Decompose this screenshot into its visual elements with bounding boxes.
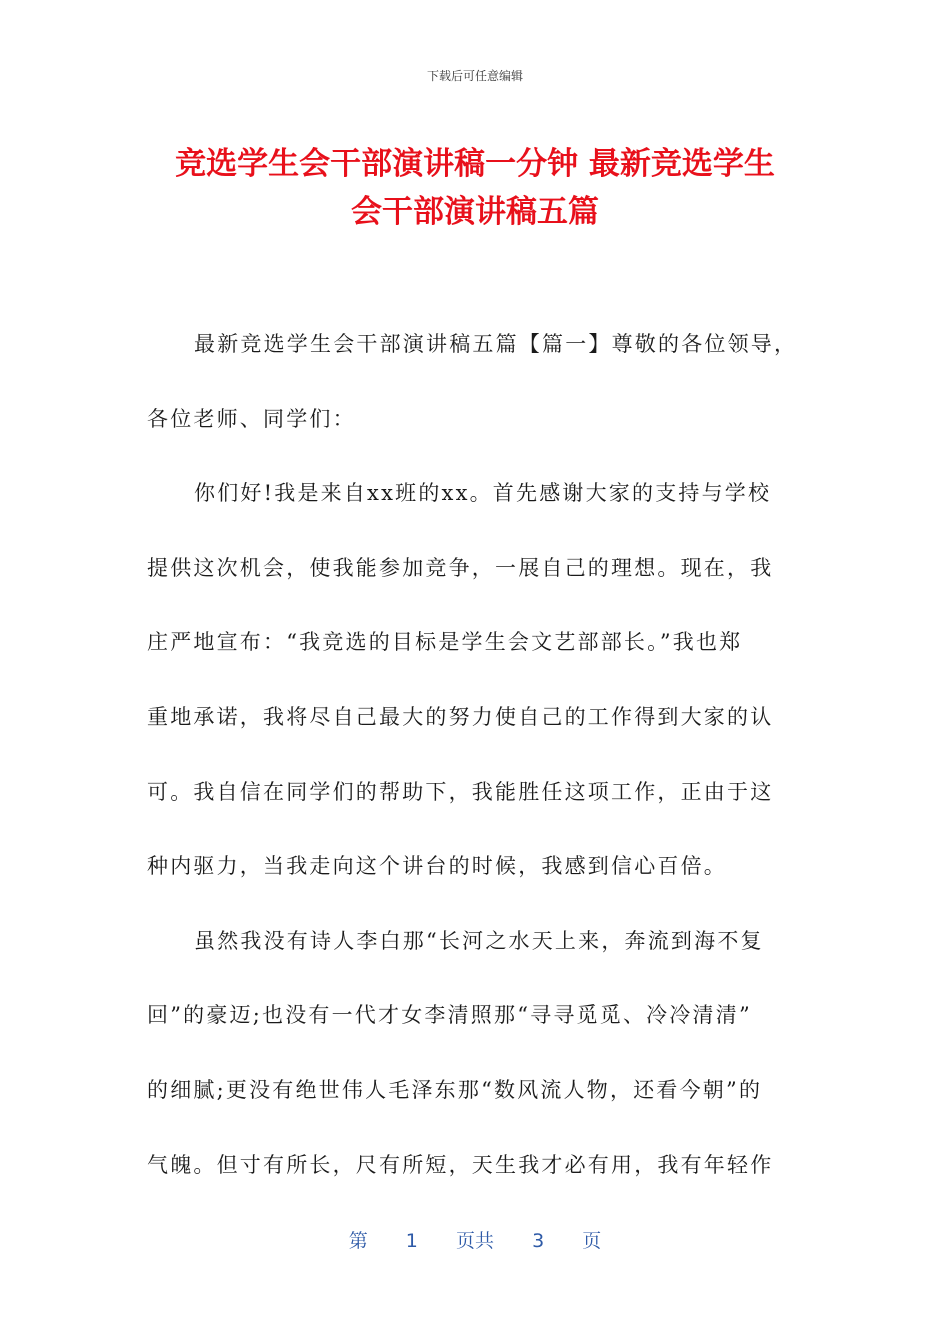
page-label-prefix: 第 — [348, 1230, 368, 1252]
title-line-2: 会干部演讲稿五篇 — [351, 194, 599, 230]
page-label-suffix: 页 — [582, 1230, 602, 1252]
page-footer — [0, 1226, 950, 1253]
body-line-4: 提供这次机会，使我能参加竞争，一展自己的理想。现在，我 — [147, 555, 774, 580]
header-note: 下载后可任意编辑 — [426, 69, 523, 83]
body-line-6: 重地承诺，我将尽自己最大的努力使自己的工作得到大家的认 — [147, 704, 774, 729]
page-total: 3 — [532, 1230, 545, 1252]
document-body — [147, 322, 807, 1217]
body-line-11: 的细腻;更没有绝世伟人毛泽东那“数风流人物，还看今朝”的 — [147, 1077, 763, 1102]
page-label-middle: 页共 — [455, 1230, 494, 1252]
body-line-5: 庄严地宣布：“我竞选的目标是学生会文艺部部长。”我也郑 — [147, 630, 743, 655]
body-line-9: 虽然我没有诗人李白那“长河之水天上来，奔流到海不复 — [194, 928, 764, 953]
body-line-12: 气魄。但寸有所长，尺有所短，天生我才必有用，我有年轻作 — [147, 1152, 774, 1177]
body-line-7: 可。我自信在同学们的帮助下，我能胜任这项工作，正由于这 — [147, 779, 774, 804]
body-line-3: 你们好!我是来自xx班的xx。首先感谢大家的支持与学校 — [194, 481, 772, 506]
document-title — [100, 140, 850, 236]
body-line-10: 回”的豪迈;也没有一代才女李清照那“寻寻觅觅、冷冷清清” — [147, 1003, 752, 1028]
page-number: 1 — [405, 1230, 418, 1252]
title-line-1: 竞选学生会干部演讲稿一分钟 最新竞选学生 — [175, 146, 775, 182]
body-line-2: 各位老师、同学们： — [147, 406, 356, 431]
body-line-8: 种内驱力，当我走向这个讲台的时候，我感到信心百倍。 — [147, 854, 727, 879]
body-line-1: 最新竞选学生会干部演讲稿五篇【篇一】尊敬的各位领导， — [194, 332, 798, 356]
